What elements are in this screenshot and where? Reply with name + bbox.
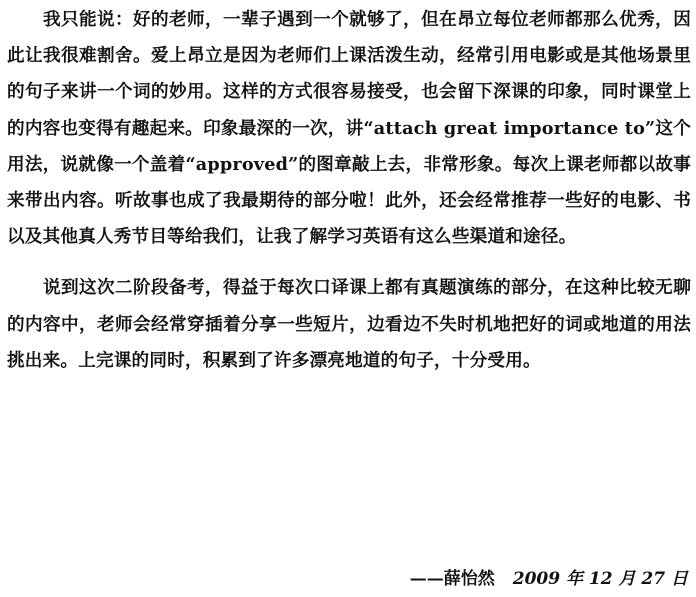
testimonial-body	[7, 2, 691, 379]
signature-date: 2009 年 12 月 27 日	[512, 569, 688, 589]
author-name: ——薛怡然	[409, 569, 495, 589]
paragraph-1: 我只能说：好的老师，一辈子遇到一个就够了，但在昂立每位老师都那么优秀，因此让我很难割舍。爱上昂立是因为老师们上课活泼生动，经常引用电影或是其他场景里的句子来讲一个词的妙用。这样的方式很容易接受，也会留下深课的印象，同时课堂上的内容也变得有趣起来。印象最深的一次，讲“attach great importance to”这个用法，说就像一个盖着“approved”的图章敲上去，非常形象。每次上课老师都以故事来带出内容。听故事也成了我最期待的部分啦！此外，还会经常推荐一些好的电影、书以及其他真人秀节目等给我们，让我了解学习英语有这么些渠道和途径。	[7, 9, 691, 248]
signature-line	[410, 567, 688, 591]
paragraph-2: 说到这次二阶段备考，得益于每次口译课上都有真题演练的部分，在这种比较无聊的内容中，老师会经常穿插着分享一些短片，边看边不失时机地把好的词或地道的用法挑出来。上完课的同时，积累到了许多漂亮地道的句子，十分受用。	[7, 277, 691, 371]
